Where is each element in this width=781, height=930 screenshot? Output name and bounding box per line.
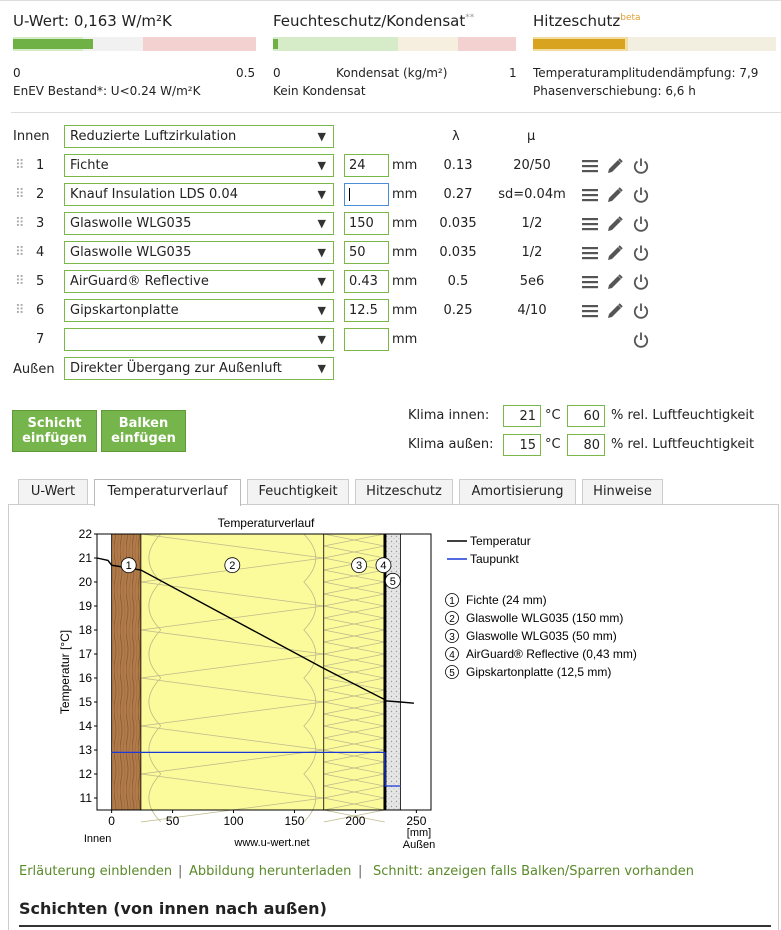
layer-thickness-input[interactable]: 50 (344, 241, 389, 264)
layer-marker: 3 (356, 560, 363, 573)
y-tick-label: 15 (78, 695, 92, 709)
uwert-title: U-Wert: 0,163 W/m²K (13, 12, 172, 30)
klima-innen-unit-c: °C (545, 408, 561, 423)
layer-number: 1 (36, 158, 45, 173)
layer-mu: 1/2 (521, 245, 543, 260)
layer-mu: 1/2 (521, 216, 543, 231)
layer-legend-label: AirGuard® Reflective (0,43 mm) (466, 647, 637, 661)
tab-uwert[interactable]: U-Wert (18, 479, 88, 504)
innen-axis-label: Innen (83, 833, 112, 845)
section-heading: Schichten (von innen nach außen) (19, 899, 327, 918)
chevron-down-icon: ▼ (317, 188, 326, 201)
chevron-down-icon: ▼ (317, 304, 326, 317)
layer-legend-label: Fichte (24 mm) (466, 593, 547, 607)
feuchte-min: 0 (273, 66, 281, 80)
chevron-down-icon: ▼ (317, 362, 326, 375)
layer-legend-number: 5 (449, 668, 455, 679)
innen-select-value: Reduzierte Luftzirkulation (70, 129, 237, 144)
link-separator: | (358, 864, 363, 879)
chevron-down-icon: ▼ (317, 217, 326, 230)
section-underline (19, 925, 771, 927)
layer-lambda: 0.25 (443, 303, 473, 318)
feuchte-label: Kondensat (kg/m²) (336, 66, 448, 80)
layer-thickness-input[interactable]: 12.5 (344, 299, 389, 322)
x-tick-label: 150 (284, 814, 305, 828)
layer-unit: mm (392, 303, 418, 318)
drag-handle-icon[interactable]: ⠿ (15, 303, 24, 318)
layer-number: 7 (36, 332, 45, 347)
hitze-line2: Phasenverschiebung: 6,6 h (533, 84, 696, 98)
layer-material-value: Knauf Insulation LDS 0.04 (70, 187, 238, 202)
y-tick-label: 11 (79, 791, 92, 805)
layer-material-value: Glaswolle WLG035 (70, 216, 192, 231)
layer-mu: 20/50 (513, 158, 551, 173)
uwert-max: 0.5 (236, 66, 256, 80)
uwert-min: 0 (13, 66, 21, 80)
layer-number: 2 (36, 187, 45, 202)
klima-aussen-rh-input[interactable]: 80 (567, 434, 605, 456)
layer-legend-number: 1 (449, 596, 455, 607)
layer-unit: mm (392, 245, 418, 260)
layer-material-value: Fichte (70, 158, 109, 173)
y-tick-label: 21 (78, 551, 92, 565)
layer-number: 3 (36, 216, 45, 231)
x-tick-label: 250 (406, 814, 427, 828)
layer-thickness-input[interactable]: 0.43 (344, 270, 389, 293)
layer-mu: 5e6 (519, 274, 545, 289)
drag-handle-icon[interactable]: ⠿ (15, 274, 24, 289)
klima-aussen-unit-c: °C (545, 437, 561, 452)
col-mu-header: μ (527, 129, 536, 144)
layer-legend-number: 4 (449, 650, 455, 661)
drag-handle-icon[interactable]: ⠿ (15, 216, 24, 231)
layer-legend-label: Gipskartonplatte (12,5 mm) (466, 665, 612, 679)
tab-hinweise[interactable]: Hinweise (582, 479, 663, 504)
aussen-select-value: Direkter Übergang zur Außenluft (70, 361, 282, 376)
layer-unit: mm (392, 216, 418, 231)
chevron-down-icon: ▼ (317, 333, 326, 346)
layer-marker: 2 (229, 560, 236, 573)
balken-label-1: Balken (118, 416, 169, 431)
layer-lambda: 0.27 (443, 187, 473, 202)
download-link[interactable]: Abbildung herunterladen (189, 864, 352, 879)
layer-marker: 5 (389, 575, 396, 588)
layer-lambda: 0.035 (439, 245, 477, 260)
layer-number: 6 (36, 303, 45, 318)
feuchte-max: 1 (509, 66, 517, 80)
layer-number: 5 (36, 274, 45, 289)
y-tick-label: 13 (78, 743, 92, 757)
chevron-down-icon: ▼ (317, 130, 326, 143)
layer-lambda: 0.035 (439, 216, 477, 231)
layer-material-value: AirGuard® Reflective (70, 274, 209, 289)
layer-thickness-input[interactable]: 24 (344, 154, 389, 177)
uwert-note: EnEV Bestand*: U<0.24 W/m²K (13, 84, 201, 98)
y-tick-label: 22 (78, 527, 92, 541)
klima-aussen-label: Klima außen: (408, 437, 494, 452)
legend-label: Temperatur (470, 534, 531, 548)
layer-material-value: Glaswolle WLG035 (70, 245, 192, 260)
y-tick-label: 17 (78, 647, 92, 661)
tab-hitzeschutz[interactable]: Hitzeschutz (355, 479, 453, 504)
drag-handle-icon[interactable]: ⠿ (15, 245, 24, 260)
layer-marker: 1 (125, 560, 132, 573)
layer-unit: mm (392, 332, 418, 347)
aussen-axis-label: Außen (402, 839, 436, 851)
hitze-title: Hitzeschutz$^{beta}$ (533, 12, 641, 30)
layer-material-value: Gipskartonplatte (70, 303, 179, 318)
drag-handle-icon[interactable]: ⠿ (15, 187, 24, 202)
layer-unit: mm (392, 187, 418, 202)
schicht-label-2: einfügen (22, 431, 87, 446)
chart-title: Temperaturverlauf (217, 516, 315, 530)
layer-number: 4 (36, 245, 45, 260)
y-tick-label: 20 (78, 575, 92, 589)
col-lambda-header: λ (452, 129, 460, 144)
hitze-line1: Temperaturamplitudendämpfung: 7,9 (533, 66, 759, 80)
tab-feuchtigkeit[interactable]: Feuchtigkeit (247, 479, 349, 504)
schnitt-link[interactable]: Schnitt: anzeigen falls Balken/Sparren vorhanden (373, 864, 695, 879)
layer-lambda: 0.5 (447, 274, 469, 289)
drag-handle-icon[interactable]: ⠿ (15, 158, 24, 173)
layer-unit: mm (392, 274, 418, 289)
klima-innen-rh-input[interactable]: 60 (567, 405, 605, 427)
layer-marker: 4 (380, 560, 387, 573)
y-axis-label: Temperatur [°C] (58, 629, 72, 715)
erlaeuterung-link[interactable]: Erläuterung einblenden (19, 864, 173, 879)
layer-thickness-input[interactable]: 150 (344, 212, 389, 235)
layer-legend-number: 2 (449, 614, 455, 625)
tab-amortisierung[interactable]: Amortisierung (459, 479, 576, 504)
klima-innen-unit-rh: % rel. Luftfeuchtigkeit (611, 408, 755, 423)
watermark: www.u-wert.net (234, 837, 310, 849)
feuchte-title: Feuchteschutz/Kondensat** (273, 12, 475, 30)
x-tick-label: 200 (345, 814, 366, 828)
aussen-label: Außen (13, 362, 55, 377)
layer-legend-label: Glaswolle WLG035 (150 mm) (466, 611, 624, 625)
y-tick-label: 12 (78, 767, 92, 781)
y-tick-label: 14 (78, 719, 92, 733)
klima-innen-label: Klima innen: (408, 408, 490, 423)
layer-region-2 (141, 534, 324, 810)
chevron-down-icon: ▼ (317, 275, 326, 288)
hitze-sup: beta (620, 13, 641, 23)
link-separator: | (178, 864, 183, 879)
x-tick-label: 100 (223, 814, 244, 828)
innen-label: Innen (13, 129, 50, 144)
layer-mu: sd=0.04m (498, 187, 566, 202)
balken-label-2: einfügen (111, 431, 176, 446)
x-tick-label: 50 (165, 814, 180, 828)
feuchte-sup: ** (465, 13, 475, 23)
x-tick-label: 0 (108, 814, 115, 828)
y-tick-label: 18 (78, 623, 92, 637)
y-tick-label: 19 (78, 599, 92, 613)
chevron-down-icon: ▼ (317, 246, 326, 259)
y-tick-label: 16 (78, 671, 92, 685)
klima-aussen-unit-rh: % rel. Luftfeuchtigkeit (611, 437, 755, 452)
layer-legend-number: 3 (449, 632, 455, 643)
layer-lambda: 0.13 (443, 158, 473, 173)
tab-temperaturverlauf[interactable]: Temperaturverlauf (94, 479, 241, 506)
klima-innen-temp-input[interactable]: 21 (503, 405, 541, 427)
x-axis-unit: [mm] (406, 827, 432, 839)
layer-region-1 (112, 534, 141, 810)
legend-label: Taupunkt (470, 552, 519, 566)
feuchte-note: Kein Kondensat (273, 84, 366, 98)
schicht-label-1: Schicht (27, 416, 82, 431)
layer-legend-label: Glaswolle WLG035 (50 mm) (466, 629, 617, 643)
chevron-down-icon: ▼ (317, 159, 326, 172)
layer-unit: mm (392, 158, 418, 173)
layer-mu: 4/10 (517, 303, 547, 318)
klima-aussen-temp-input[interactable]: 15 (503, 434, 541, 456)
